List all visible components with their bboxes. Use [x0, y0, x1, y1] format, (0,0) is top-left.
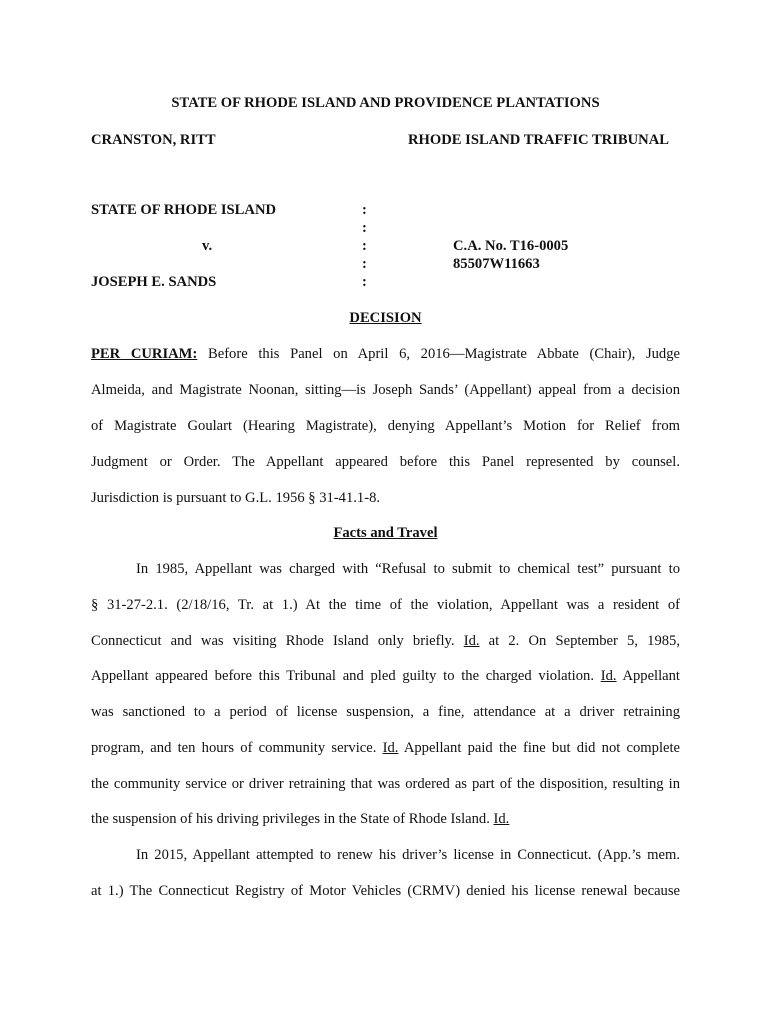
caption-defendant: JOSEPH E. SANDS [91, 274, 217, 290]
decision-heading: DECISION [349, 310, 422, 326]
paragraph-line: In 2015, Appellant attempted to renew his driver’s license in Connecticut. (App.’s mem. [136, 847, 680, 863]
caption-colon: : [362, 220, 367, 236]
summons-number: 85507W11663 [453, 256, 540, 272]
caption-plaintiff: STATE OF RHODE ISLAND [91, 202, 277, 218]
paragraph-line [91, 810, 680, 828]
id-citation: Id. [600, 668, 617, 684]
caption-colon: : [362, 238, 367, 254]
text-run: at 2. On September 5, 1985, [479, 633, 680, 649]
paragraph-line: § 31-27-2.1. (2/18/16, Tr. at 1.) At the time of the violation, Appellant was a resident of [91, 597, 680, 613]
text-run: Before this Panel on April 6, 2016—Magistrate Abbate (Chair), Judge [207, 346, 681, 362]
paragraph-line: was sanctioned to a period of license suspension, a fine, attendance at a driver retraining [91, 704, 680, 720]
paragraph-line: of Magistrate Goulart (Hearing Magistrate), denying Appellant’s Motion for Relief from [91, 418, 680, 434]
paragraph-line: In 1985, Appellant was charged with “Refusal to submit to chemical test” pursuant to [136, 561, 680, 577]
per-curiam-label: PER CURIAM: [91, 346, 198, 362]
paragraph-line: Judgment or Order. The Appellant appeared before this Panel represented by counsel. [91, 454, 680, 470]
case-number: C.A. No. T16-0005 [453, 238, 569, 254]
facts-heading: Facts and Travel [333, 525, 438, 541]
text-run: Connecticut and was visiting Rhode Island only briefly. [91, 633, 464, 649]
caption-colon: : [362, 274, 367, 290]
tribunal-name: RHODE ISLAND TRAFFIC TRIBUNAL [408, 132, 669, 148]
court-location: CRANSTON, RITT [91, 132, 216, 148]
id-citation: Id. [463, 633, 480, 649]
caption-colon: : [362, 256, 367, 272]
text-run: program, and ten hours of community service. [91, 740, 383, 756]
id-citation: Id. [493, 811, 510, 827]
paragraph-line: at 1.) The Connecticut Registry of Motor Vehicles (CRMV) denied his license renewal because [91, 883, 680, 899]
text-run: the suspension of his driving privileges in the State of Rhode Island. [91, 811, 494, 827]
paragraph-line [91, 739, 680, 757]
paragraph-line [91, 345, 680, 363]
text-run: Appellant paid the fine but did not complete [398, 740, 681, 756]
text-run: Appellant appeared before this Tribunal and pled guilty to the charged violation. [91, 668, 601, 684]
text-run: Appellant [616, 668, 680, 684]
id-citation: Id. [382, 740, 399, 756]
caption-versus: v. [202, 238, 213, 254]
caption-colon: : [362, 202, 367, 218]
paragraph-line: the community service or driver retraining that was ordered as part of the disposition, resulting in [91, 776, 680, 792]
paragraph-line [91, 632, 680, 650]
paragraph-line: Almeida, and Magistrate Noonan, sitting—is Joseph Sands’ (Appellant) appeal from a decision [91, 382, 680, 398]
document-title: STATE OF RHODE ISLAND AND PROVIDENCE PLANTATIONS [171, 95, 600, 111]
paragraph-line: Jurisdiction is pursuant to G.L. 1956 § 31-41.1-8. [91, 490, 381, 506]
paragraph-line [91, 667, 680, 685]
